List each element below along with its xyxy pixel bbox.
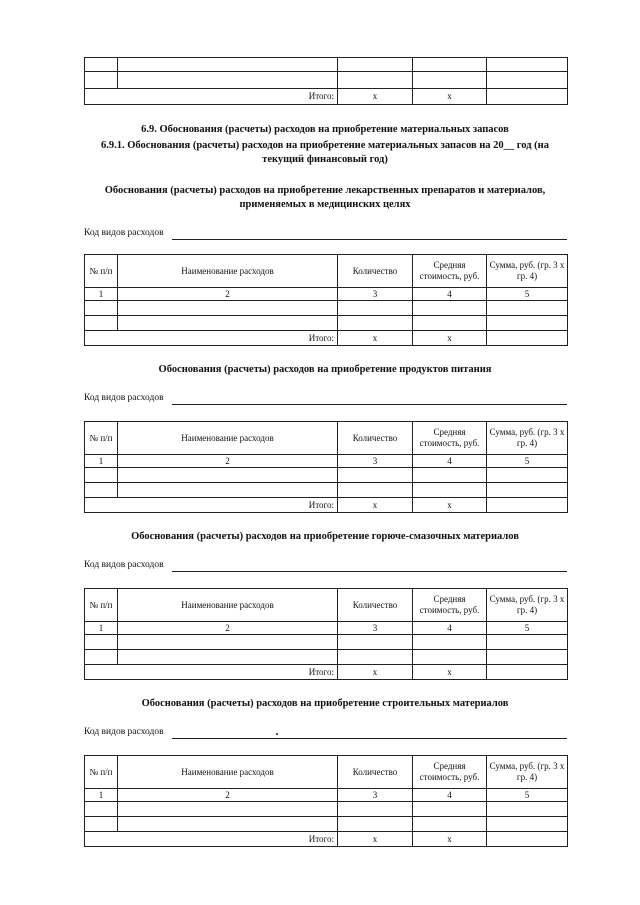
expense-table	[84, 588, 568, 680]
table-cell	[487, 832, 568, 847]
itogo-x: x	[413, 498, 487, 513]
table-cell	[487, 483, 568, 498]
table-cell	[487, 468, 568, 483]
col-number: 5	[487, 288, 568, 301]
itogo-label: Итого:	[85, 331, 338, 346]
table-cell	[413, 650, 487, 665]
table-cell	[338, 650, 413, 665]
table-cell	[413, 72, 487, 89]
table-cell	[85, 650, 118, 665]
table-cell	[413, 316, 487, 331]
section-heading: 6.9. Обоснования (расчеты) расходов на приобретение материальных запасов	[141, 124, 509, 135]
table-cell	[85, 301, 118, 316]
kod-vidov-raskhodov	[84, 228, 567, 242]
itogo-label: Итого:	[85, 665, 338, 680]
table-cell	[487, 316, 568, 331]
block-title: Обоснования (расчеты) расходов на приобретение продуктов питания	[158, 364, 492, 375]
kod-field-line	[172, 239, 567, 240]
table-cell	[487, 665, 568, 680]
kod-field-line	[172, 571, 567, 572]
itogo-x: x	[413, 665, 487, 680]
kod-label: Код видов расходов	[84, 560, 164, 570]
table-cell	[487, 650, 568, 665]
col-number: 2	[118, 789, 338, 802]
kod-vidov-raskhodov	[84, 393, 567, 407]
table-cell	[413, 817, 487, 832]
header-qty: Количество	[338, 255, 413, 288]
header-avg: Средняя стоимость, руб.	[413, 589, 487, 622]
itogo-x: x	[338, 665, 413, 680]
kod-vidov-raskhodov	[84, 727, 567, 741]
itogo-x: x	[338, 498, 413, 513]
header-name: Наименование расходов	[118, 255, 338, 288]
col-number: 3	[338, 455, 413, 468]
itogo-x: x	[338, 89, 413, 105]
header-name: Наименование расходов	[118, 422, 338, 455]
top-partial-table	[84, 57, 568, 105]
col-number: 3	[338, 789, 413, 802]
itogo-x: x	[413, 89, 487, 105]
header-num: № п/п	[85, 422, 118, 455]
col-number: 4	[413, 789, 487, 802]
kod-field-line	[172, 738, 567, 739]
header-sum: Сумма, руб. (гр. 3 х гр. 4)	[487, 756, 568, 789]
col-number: 3	[338, 288, 413, 301]
col-number: 3	[338, 622, 413, 635]
itogo-x: x	[413, 331, 487, 346]
header-avg: Средняя стоимость, руб.	[413, 422, 487, 455]
col-number: 1	[85, 622, 118, 635]
table-cell	[413, 483, 487, 498]
itogo-x: x	[413, 832, 487, 847]
table-cell	[338, 635, 413, 650]
col-number: 1	[85, 288, 118, 301]
col-number: 5	[487, 622, 568, 635]
header-sum: Сумма, руб. (гр. 3 х гр. 4)	[487, 255, 568, 288]
col-number: 5	[487, 789, 568, 802]
table-cell	[487, 58, 568, 72]
itogo-x: x	[338, 832, 413, 847]
table-cell	[85, 316, 118, 331]
col-number: 2	[118, 288, 338, 301]
table-cell	[118, 817, 338, 832]
col-number: 4	[413, 622, 487, 635]
itogo-label: Итого:	[85, 832, 338, 847]
table-cell	[118, 650, 338, 665]
table-cell	[85, 58, 118, 72]
table-cell	[413, 635, 487, 650]
itogo-label: Итого:	[85, 498, 338, 513]
col-number: 1	[85, 789, 118, 802]
kod-label: Код видов расходов	[84, 228, 164, 238]
table-cell	[487, 817, 568, 832]
table-cell	[85, 72, 118, 89]
table-cell	[487, 331, 568, 346]
table-cell	[118, 72, 338, 89]
col-number: 1	[85, 455, 118, 468]
block-title: Обоснования (расчеты) расходов на приобретение горюче-смазочных материалов	[131, 531, 519, 542]
table-cell	[413, 468, 487, 483]
table-cell	[338, 58, 413, 72]
header-avg: Средняя стоимость, руб.	[413, 756, 487, 789]
table-cell	[85, 483, 118, 498]
table-cell	[413, 58, 487, 72]
ink-dot	[276, 733, 278, 735]
table-cell	[487, 89, 568, 105]
table-cell	[85, 635, 118, 650]
table-cell	[487, 498, 568, 513]
subsection-heading-line2: текущий финансовый год)	[262, 154, 388, 165]
header-sum: Сумма, руб. (гр. 3 х гр. 4)	[487, 422, 568, 455]
kod-label: Код видов расходов	[84, 727, 164, 737]
col-number: 4	[413, 288, 487, 301]
table-cell	[487, 72, 568, 89]
header-num: № п/п	[85, 255, 118, 288]
table-cell	[118, 802, 338, 817]
header-qty: Количество	[338, 422, 413, 455]
table-cell	[338, 468, 413, 483]
table-cell	[118, 468, 338, 483]
table-cell	[487, 635, 568, 650]
header-name: Наименование расходов	[118, 756, 338, 789]
itogo-x: x	[338, 331, 413, 346]
table-cell	[85, 817, 118, 832]
table-cell	[118, 58, 338, 72]
col-number: 2	[118, 622, 338, 635]
expense-table	[84, 254, 568, 346]
itogo-label: Итого:	[85, 89, 338, 105]
header-qty: Количество	[338, 756, 413, 789]
header-num: № п/п	[85, 589, 118, 622]
table-cell	[118, 483, 338, 498]
table-cell	[118, 635, 338, 650]
col-number: 2	[118, 455, 338, 468]
table-cell	[487, 802, 568, 817]
col-number: 4	[413, 455, 487, 468]
table-cell	[338, 316, 413, 331]
table-cell	[85, 802, 118, 817]
table-cell	[118, 301, 338, 316]
header-avg: Средняя стоимость, руб.	[413, 255, 487, 288]
table-cell	[338, 802, 413, 817]
block-title: Обоснования (расчеты) расходов на приобретение лекарственных препаратов и материалов,	[104, 185, 546, 196]
kod-vidov-raskhodov	[84, 560, 567, 574]
table-cell	[413, 301, 487, 316]
table-cell	[487, 301, 568, 316]
expense-table	[84, 421, 568, 513]
header-name: Наименование расходов	[118, 589, 338, 622]
table-cell	[338, 301, 413, 316]
table-cell	[85, 468, 118, 483]
block-title-line2: применяемых в медицинских целях	[239, 199, 411, 210]
table-cell	[118, 316, 338, 331]
table-cell	[413, 802, 487, 817]
table-cell	[338, 817, 413, 832]
table-cell	[338, 483, 413, 498]
subsection-heading-line1: 6.9.1. Обоснования (расчеты) расходов на приобретение материальных запасов на 20__ год (на	[101, 140, 549, 151]
kod-label: Код видов расходов	[84, 393, 164, 403]
header-qty: Количество	[338, 589, 413, 622]
col-number: 5	[487, 455, 568, 468]
block-title: Обоснования (расчеты) расходов на приобретение строительных материалов	[141, 698, 509, 709]
table-cell	[338, 72, 413, 89]
header-num: № п/п	[85, 756, 118, 789]
kod-field-line	[172, 404, 567, 405]
header-sum: Сумма, руб. (гр. 3 х гр. 4)	[487, 589, 568, 622]
expense-table	[84, 755, 568, 847]
